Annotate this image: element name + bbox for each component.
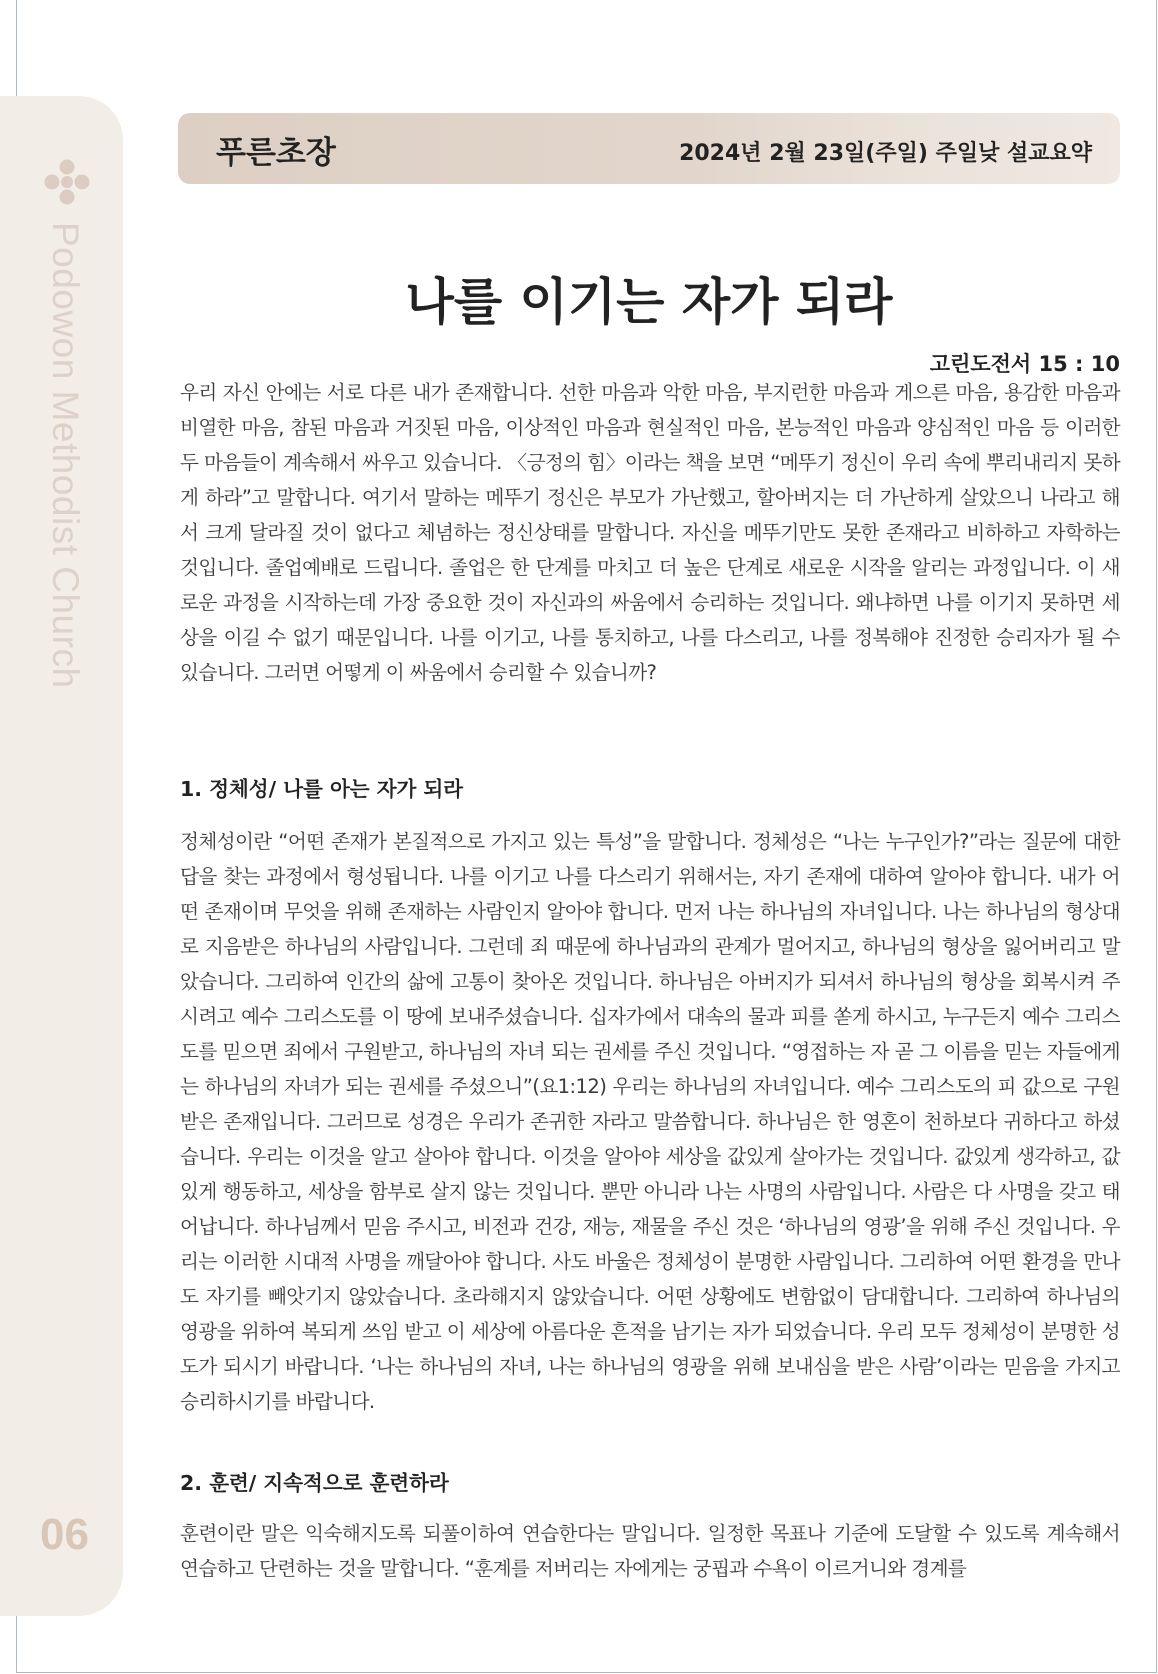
section-heading-2: 2. 훈련/ 지속적으로 훈련하라 [180, 1471, 449, 1495]
sermon-title: 나를 이기는 자가 되라 [405, 272, 893, 331]
church-name-text: Podowon Methodist Church [45, 222, 86, 689]
cross-flower-icon [43, 158, 91, 206]
scripture-reference: 고린도전서 15 : 10 [929, 352, 1120, 376]
section-body-1: 정체성이란 “어떤 존재가 본질적으로 가지고 있는 특성”을 말합니다. 정체성은 “나는 누구인가?”라는 질문에 대한 답을 찾는 과정에서 형성됩니다. 나를 이기고 나를 다스리기 위해서는, 자기 존재에 대하여 알아야 합니다. 내가 어떤 존재이며 무엇을 위해 존재하는 사람인지 알아야 합니다. 먼저 나는 하나님의 자녀입니다. 나는 하나님의 형상대로 지음받은 하나님의 사람입니다. 그런데 죄 때문에 하나님과의 관계가 멀어지고, 하나님의 형상을 잃어버리고 말았습니다. 그리하여 인간의 삶에 고통이 찾아온 것입니다. 하나님은 아버지가 되셔서 하나님의 형상을 회복시켜 주시려고 예수 그리스도를 이 땅에 보내주셨습니다. 십자가에서 대속의 물과 피를 쏟게 하시고, 누구든지 예수 그리스도를 믿으면 죄에서 구원받고, 하나님의 자녀 되는 권세를 주신 것입니다. “영접하는 자 곧 그 이름을 믿는 자들에게는 하나님의 자녀가 되는 권세를 주셨으니”(요1:12) 우리는 하나님의 자녀입니다. 예수 그리스도의 피 값으로 구원받은 존재입니다. 그러므로 성경은 우리가 존귀한 자라고 말씀합니다. 하나님은 한 영혼이 천하보다 귀하다고 하셨습니다. 우리는 이것을 알고 살아야 합니다. 이것을 알아야 세상을 값있게 살아가는 것입니다. 값있게 생각하고, 값있게 행동하고, 세상을 함부로 살지 않는 것입니다. 뿐만 아니라 나는 사명의 사람입니다. 사람은 다 사명을 갖고 태어납니다. 하나님께서 믿음 주시고, 비전과 건강, 재능, 재물을 주신 것은 ‘하나님의 영광’을 위해 주신 것입니다. 우리는 이러한 시대적 사명을 깨달아야 합니다. 사도 바울은 정체성이 분명한 사람입니다. 그리하여 어떤 환경을 만나도 자기를 빼앗기지 않았습니다. 초라해지지 않았습니다. 어떤 상황에도 변함없이 담대합니다. 그리하여 하나님의 영광을 위하여 복되게 쓰임 받고 이 세상에 아름다운 흔적을 남기는 자가 되었습니다. 우리 모두 정체성이 분명한 성도가 되시기 바랍니다. ‘나는 하나님의 자녀, 나는 하나님의 영광을 위해 보내심을 받은 사람’이라는 믿음을 가지고 승리하시기를 바랍니다. [180, 830, 1120, 1413]
side-church-name [45, 222, 86, 689]
date-label: 2024년 2월 23일(주일) 주일낮 설교요약 [679, 141, 1092, 166]
page-number: 06 [40, 1510, 89, 1559]
section-label: 푸른초장 [216, 135, 336, 171]
section-body-2: 훈련이란 말은 익숙해지도록 되풀이하여 연습한다는 말입니다. 일정한 목표나 기준에 도달할 수 있도록 계속해서 연습하고 단련하는 것을 말합니다. “훈계를 저버리는 자에게는 궁핍과 수욕이 이르거니와 경계를 [180, 1522, 1120, 1580]
section-heading-1: 1. 정체성/ 나를 아는 자가 되라 [180, 777, 464, 801]
header-bar [178, 113, 1120, 184]
intro-paragraph: 우리 자신 안에는 서로 다른 내가 존재합니다. 선한 마음과 악한 마음, 부지런한 마음과 게으른 마음, 용감한 마음과 비열한 마음, 참된 마음과 거짓된 마음, 이상적인 마음과 현실적인 마음, 본능적인 마음과 양심적인 마음 등 이러한 두 마음들이 계속해서 싸우고 있습니다. 〈긍정의 힘〉이라는 책을 보면 “메뚜기 정신이 우리 속에 뿌리내리지 못하게 하라”고 말합니다. 여기서 말하는 메뚜기 정신은 부모가 가난했고, 할아버지는 더 가난하게 살았으니 나라고 해서 크게 달라질 것이 없다고 체념하는 정신상태를 말합니다. 자신을 메뚜기만도 못한 존재라고 비하하고 자학하는 것입니다. 졸업예배로 드립니다. 졸업은 한 단계를 마치고 더 높은 단계로 새로운 시작을 알리는 과정입니다. 이 새로운 과정을 시작하는데 가장 중요한 것이 자신과의 싸움에서 승리하는 것입니다. 왜냐하면 나를 이기지 못하면 세상을 이길 수 없기 때문입니다. 나를 이기고, 나를 통치하고, 나를 다스리고, 나를 정복해야 진정한 승리자가 될 수 있습니다. 그러면 어떻게 이 싸움에서 승리할 수 있습니까? [180, 381, 1120, 684]
